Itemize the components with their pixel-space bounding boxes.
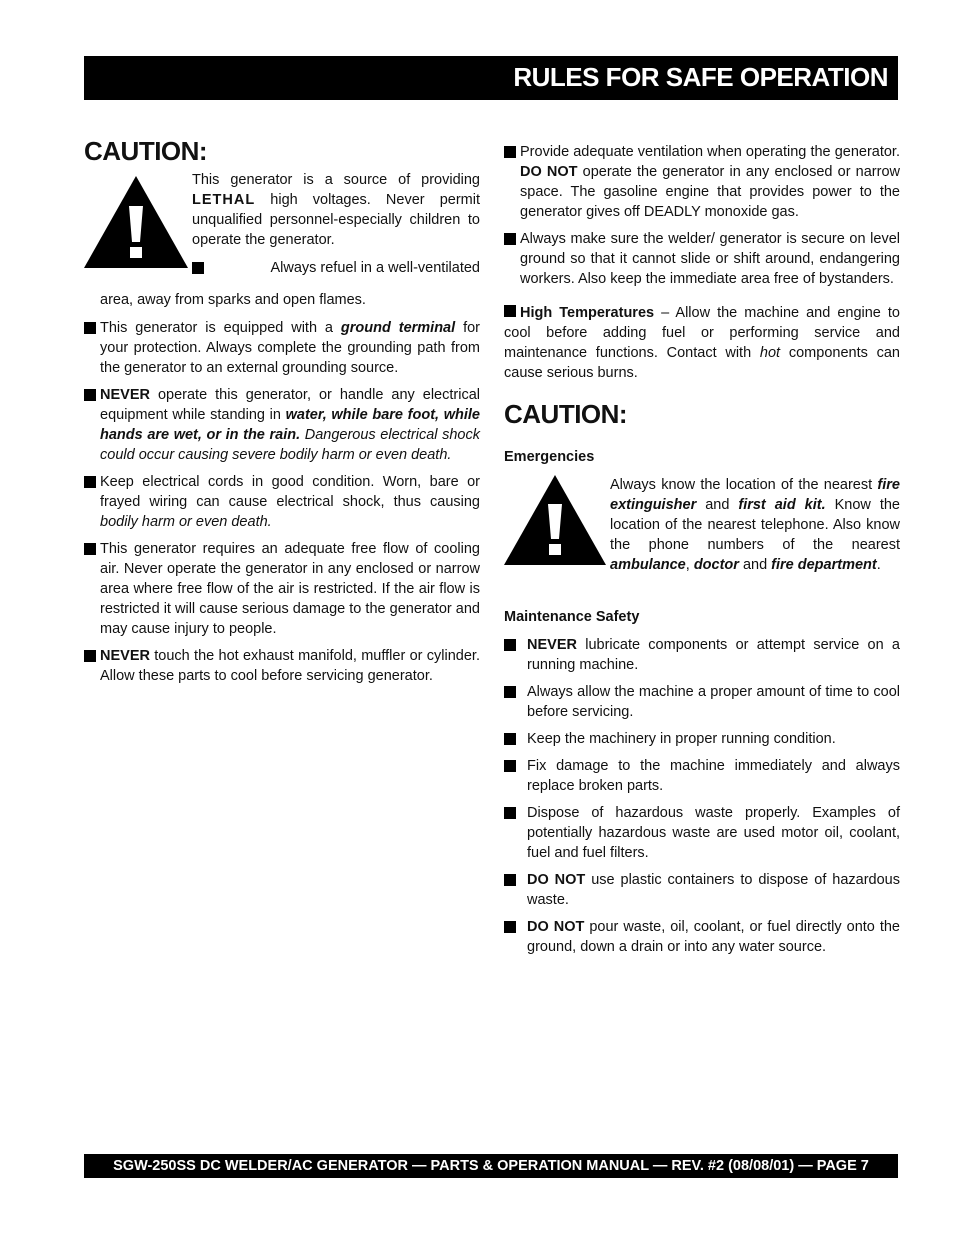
b1-emphasis: ground terminal — [340, 320, 456, 336]
b5-never: NEVER — [100, 648, 150, 664]
square-bullet-icon — [192, 262, 204, 274]
r1-text: Provide adequate ventilation when operating the generator. — [520, 144, 900, 160]
b3-italic: bodily harm or even death. — [100, 514, 272, 530]
refuel-bullet — [192, 258, 480, 278]
m5-text: Dispose of hazardous waste properly. Examples of potentially hazardous waste are used motor oil, coolant, fuel and fuel filters. — [527, 805, 900, 861]
square-bullet-icon — [504, 639, 516, 651]
em-text-i: and — [738, 557, 772, 573]
lethal-warning-block — [84, 136, 480, 298]
square-bullet-icon — [504, 305, 516, 317]
maint-item-cool — [504, 682, 900, 722]
m2-text: Always allow the machine a proper amount of time to cool before servicing. — [527, 684, 900, 720]
b5-text: touch the hot exhaust manifold, muffler or cylinder. Allow these parts to cool before servicing generator. — [100, 648, 480, 684]
right-column — [504, 142, 900, 964]
m1-never: NEVER — [527, 637, 577, 653]
b2-text: operate this generator, or handle any electrical equipment while standing in — [100, 387, 480, 423]
ambulance-text: ambulance — [610, 557, 686, 573]
m6-text: use plastic containers to dispose of hazardous waste. — [527, 872, 900, 908]
square-bullet-icon — [504, 874, 516, 886]
maint-item-hazardous-waste — [504, 803, 900, 863]
warning-triangle-icon — [504, 475, 606, 565]
square-bullet-icon — [504, 686, 516, 698]
r1-text-2: operate the generator in any enclosed or narrow space. The gasoline engine that provides power to the generator gives off DEADLY monoxide gas. — [520, 164, 901, 220]
r3-text: – Allow the machine and engine to cool before adding fuel or performing service and maintenance functions. Contact with — [504, 305, 900, 361]
m6-do-not: DO NOT — [527, 872, 586, 888]
b2-never: NEVER — [100, 387, 150, 403]
bullet-cooling-air — [84, 539, 480, 639]
refuel-text-1: Always refuel in a well-ventilated — [270, 260, 480, 276]
b4-text: This generator requires an adequate free flow of cooling air. Never operate the generator in any enclosed or narrow area where free flow of the air is restricted. If the air flow is restricted it will cause serious damage to the generator and may cause injury to people. — [100, 541, 480, 637]
bullet-hot-exhaust — [84, 646, 480, 686]
maint-item-plastic-containers — [504, 870, 900, 910]
b2-emphasis: water, while bare foot, while hands are wet, or in the rain. — [100, 407, 480, 443]
em-text-g: , — [685, 557, 694, 573]
footer-bar — [84, 1154, 898, 1178]
left-column — [84, 136, 480, 693]
m4-text: Fix damage to the machine immediately and always replace broken parts. — [527, 758, 900, 794]
b1-text: This generator is equipped with a — [100, 320, 341, 336]
header-bar — [84, 56, 898, 100]
square-bullet-icon — [504, 733, 516, 745]
caution-heading-2: CAUTION: — [504, 399, 628, 429]
m3-text: Keep the machinery in proper running condition. — [527, 731, 836, 747]
square-bullet-icon — [504, 233, 516, 245]
fire-extinguisher-text: fire extinguisher — [610, 477, 900, 513]
maint-item-fix-damage — [504, 756, 900, 796]
m7-do-not: DO NOT — [527, 919, 585, 935]
em-text-k: . — [876, 557, 881, 573]
lethal-word: LETHAL — [192, 192, 256, 208]
bullet-cords — [84, 472, 480, 532]
b3-text: Keep electrical cords in good condition. Worn, bare or frayed wiring can cause electrical shock, thus causing — [100, 474, 480, 510]
emergencies-heading: Emergencies — [504, 449, 595, 465]
square-bullet-icon — [504, 760, 516, 772]
warning-triangle-icon — [84, 176, 188, 268]
refuel-continuation: area, away from sparks and open flames. — [100, 292, 366, 308]
bullet-ground-terminal — [84, 318, 480, 378]
fire-department-text: fire department — [771, 557, 877, 573]
r1-do-not: DO NOT — [520, 164, 578, 180]
page-title: RULES FOR SAFE OPERATION — [513, 62, 888, 92]
square-bullet-icon — [504, 146, 516, 158]
intro-text-2: high voltages. Never permit unqualified personnel-especially children to operate the generator. — [192, 192, 480, 248]
emergencies-text — [610, 475, 900, 575]
caution-heading: CAUTION: — [84, 136, 208, 166]
square-bullet-icon — [84, 543, 96, 555]
maint-item-pour-waste — [504, 917, 900, 957]
maintenance-heading: Maintenance Safety — [504, 609, 640, 625]
high-temperatures-para — [504, 303, 900, 383]
m7-text: pour waste, oil, coolant, or fuel directly onto the ground, down a drain or into any water source. — [527, 919, 900, 955]
m1-text: lubricate components or attempt service on a running machine. — [527, 637, 900, 673]
square-bullet-icon — [504, 921, 516, 933]
square-bullet-icon — [84, 476, 96, 488]
doctor-text: doctor — [693, 557, 739, 573]
lethal-warning-text — [192, 170, 480, 250]
maint-item-never-lubricate — [504, 635, 900, 675]
intro-text-1: This generator is a source of providing — [192, 172, 480, 188]
r2-text: Always make sure the welder/ generator is secure on level ground so that it cannot slide or shift around, endangering workers. Also keep the immediate area free of bystanders. — [520, 231, 900, 287]
b1-text-2: for your protection. Always complete the grounding path from the generator to an external grounding source. — [100, 320, 480, 376]
em-text-c: and — [696, 497, 739, 513]
footer-text: SGW-250SS DC WELDER/AC GENERATOR — PARTS & OPERATION MANUAL — REV. #2 (08/08/01) — PAGE 7 — [113, 1158, 869, 1174]
square-bullet-icon — [504, 807, 516, 819]
r3-text-2: components can cause serious burns. — [504, 345, 900, 381]
b2-italic: Dangerous electrical shock could occur causing severe bodily harm or even death. — [100, 427, 480, 463]
em-text-a: Always know the location of the nearest — [610, 477, 878, 493]
bullet-level-ground — [504, 229, 900, 289]
r3-italic: hot — [759, 345, 781, 361]
emergencies-block — [504, 475, 900, 603]
bullet-ventilation — [504, 142, 900, 222]
square-bullet-icon — [84, 650, 96, 662]
bullet-never-wet — [84, 385, 480, 465]
square-bullet-icon — [84, 389, 96, 401]
maint-item-running-condition — [504, 729, 900, 749]
r3-heading: High Temperatures — [520, 305, 655, 321]
square-bullet-icon — [84, 322, 96, 334]
first-aid-kit-text: first aid kit. — [738, 497, 826, 513]
em-text-e: Know the location of the nearest telephone. Also know the phone numbers of the nearest — [610, 497, 900, 553]
